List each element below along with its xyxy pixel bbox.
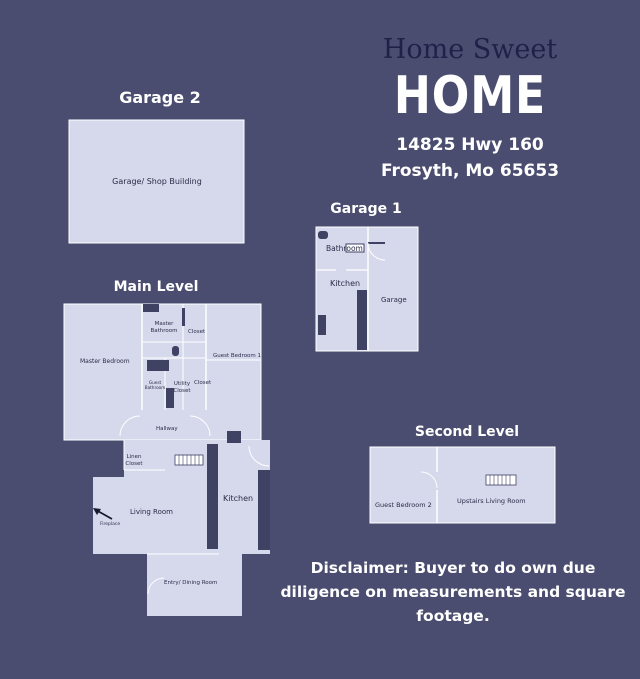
toilet-icon — [318, 231, 328, 239]
title-home-sweet: Home Sweet — [382, 34, 558, 65]
second-level-plan — [370, 447, 555, 523]
room-linen-l1: Linen — [126, 454, 142, 460]
room-garage-shop: Garage/ Shop Building — [112, 177, 202, 186]
disclaimer-text: Disclaimer: Buyer to do own due diligence on measurements and square footage. — [280, 559, 626, 625]
address-city: Frosyth, Mo 65653 — [380, 161, 560, 181]
room-living-room: Living Room — [130, 508, 173, 516]
room-hallway: Hallway — [156, 426, 178, 432]
room-utility-l2: Closet — [173, 388, 191, 394]
label-main-level: Main Level — [113, 279, 199, 295]
room-closet-2: Closet — [194, 380, 212, 386]
address-street: 14825 Hwy 160 — [396, 135, 544, 155]
room-linen-l2: Closet — [125, 461, 143, 467]
label-garage-2: Garage 2 — [119, 88, 201, 107]
main-level-plan — [64, 304, 270, 616]
room-guest-bath-l1: Guest — [148, 380, 162, 385]
garage-2-plan — [69, 120, 244, 243]
label-second-level: Second Level — [414, 424, 520, 440]
room-master-bath-l1: Master — [154, 321, 174, 327]
room-entry-dining: Entry/ Dining Room — [164, 580, 218, 586]
room-kitchen-g1: Kitchen — [330, 279, 361, 288]
room-closet-1: Closet — [188, 329, 206, 335]
room-utility-l1: Utility — [173, 381, 191, 387]
room-upstairs-living: Upstairs Living Room — [457, 497, 526, 505]
room-guest-bedroom-1: Guest Bedroom 1 — [213, 353, 262, 359]
room-kitchen-main: Kitchen — [223, 494, 254, 503]
room-garage: Garage — [381, 296, 407, 304]
room-guest-bath-l2: Bathroom — [144, 385, 166, 390]
room-bathroom-g1: Bathroom — [326, 244, 363, 253]
garage-1-plan — [316, 227, 418, 351]
title-home: HOME — [393, 66, 547, 126]
room-master-bedroom: Master Bedroom — [80, 358, 130, 365]
label-garage-1: Garage 1 — [330, 201, 402, 217]
room-fireplace: Fireplace — [100, 522, 121, 527]
room-guest-bedroom-2: Guest Bedroom 2 — [375, 501, 432, 509]
room-master-bath-l2: Bathroom — [150, 328, 178, 334]
